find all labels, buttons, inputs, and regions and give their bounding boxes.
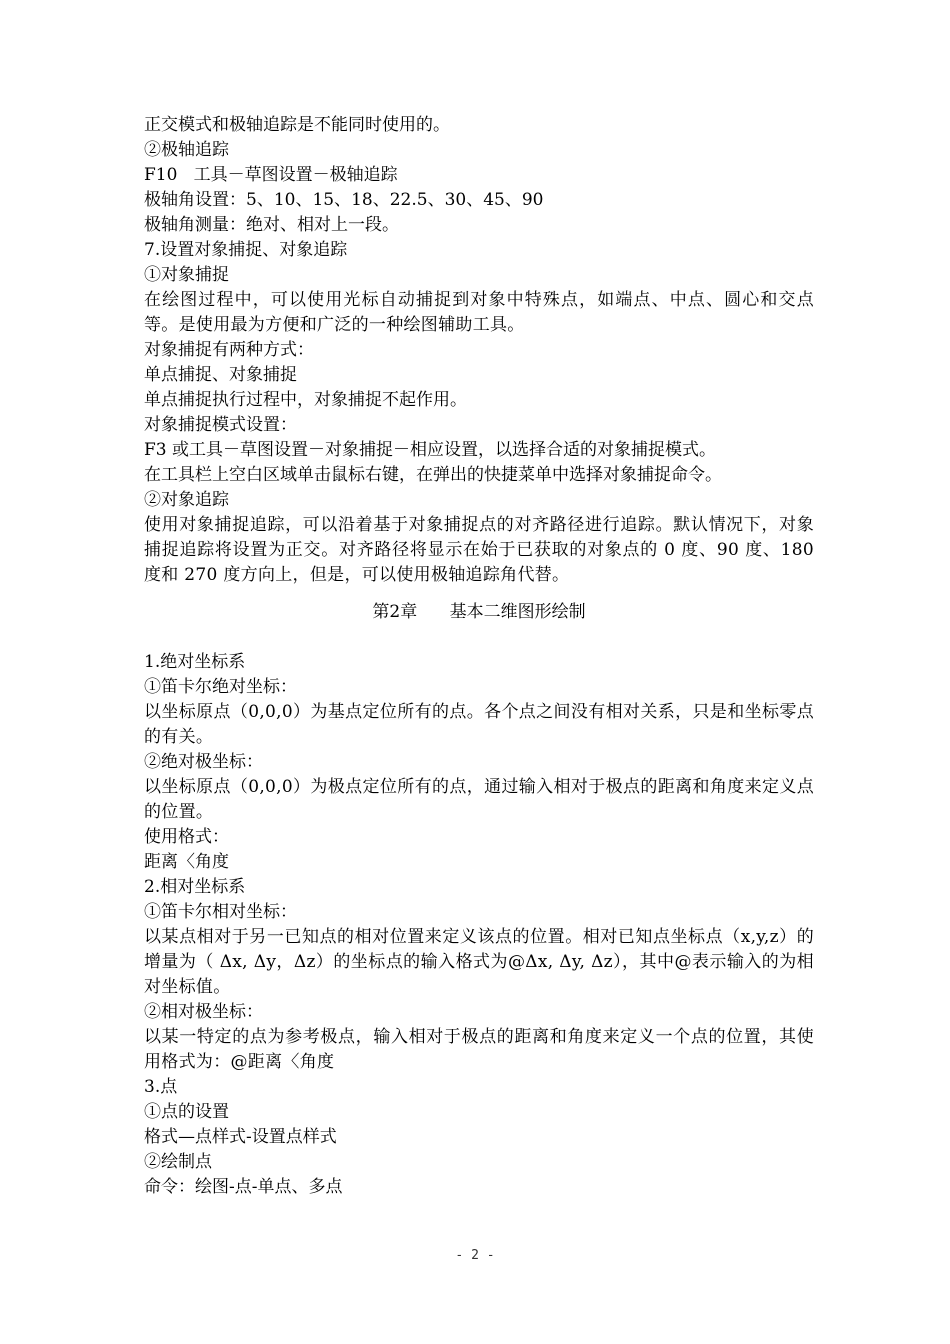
subheading: ①笛卡尔相对坐标：	[144, 902, 297, 922]
subheading: ②极轴追踪	[144, 140, 229, 160]
text-line: 对象捕捉模式设置：	[144, 415, 297, 435]
chapter-title: 第2章 基本二维图形绘制	[372, 602, 586, 622]
text-line: 命令：绘图-点-单点、多点	[144, 1177, 343, 1197]
subheading: ②对象追踪	[144, 490, 229, 510]
section-heading: 1.绝对坐标系	[144, 652, 246, 672]
text-line: 在工具栏上空白区域单击鼠标右键，在弹出的快捷菜单中选择对象捕捉命令。	[144, 465, 722, 485]
text-line: 单点捕捉、对象捕捉	[144, 365, 297, 385]
subheading: ①笛卡尔绝对坐标：	[144, 677, 297, 697]
subheading: ②绘制点	[144, 1152, 212, 1172]
text-line: 正交模式和极轴追踪是不能同时使用的。	[144, 115, 450, 135]
subheading: ①对象捕捉	[144, 265, 229, 285]
paragraph: 使用对象捕捉追踪，可以沿着基于对象捕捉点的对齐路径进行追踪。默认情况下，对象捕捉追踪将设置为正交。对齐路径将显示在始于已获取的对象点的 0 度、90 度、180 度和 270 度方向上，但是，可以使用极轴追踪角代替。	[144, 515, 814, 585]
text-line: 单点捕捉执行过程中，对象捕捉不起作用。	[144, 390, 467, 410]
paragraph: 以某点相对于另一已知点的相对位置来定义该点的位置。相对已知点坐标点（x,y,z）的增量为（ Δx, Δy，Δz）的坐标点的输入格式为@Δx, Δy, Δz），其中@表示输入的为相对坐标值。	[144, 927, 814, 997]
text-line: 对象捕捉有两种方式：	[144, 340, 314, 360]
text-line: 极轴角测量：绝对、相对上一段。	[144, 215, 399, 235]
paragraph: 以坐标原点（0,0,0）为基点定位所有的点。各个点之间没有相对关系，只是和坐标零点的有关。	[144, 702, 814, 747]
page-number: - 2 -	[455, 1248, 495, 1263]
subheading: ②相对极坐标：	[144, 1002, 263, 1022]
section-heading: 7.设置对象捕捉、对象追踪	[144, 240, 348, 260]
section-heading: 3.点	[144, 1077, 178, 1097]
text-line: F10 工具－草图设置－极轴追踪	[144, 165, 398, 185]
subheading: ①点的设置	[144, 1102, 229, 1122]
paragraph: 以某一特定的点为参考极点，输入相对于极点的距离和角度来定义一个点的位置，其使用格式为：@距离〈角度	[144, 1027, 814, 1072]
paragraph: 以坐标原点（0,0,0）为极点定位所有的点，通过输入相对于极点的距离和角度来定义点的位置。	[144, 777, 814, 822]
paragraph: 在绘图过程中，可以使用光标自动捕捉到对象中特殊点，如端点、中点、圆心和交点等。是使用最为方便和广泛的一种绘图辅助工具。	[144, 290, 814, 335]
section-heading: 2.相对坐标系	[144, 877, 246, 897]
text-line: 距离〈角度	[144, 852, 229, 872]
text-line: 格式—点样式-设置点样式	[144, 1127, 337, 1147]
subheading: ②绝对极坐标：	[144, 752, 263, 772]
page-body	[144, 113, 814, 1200]
text-line: 使用格式：	[144, 827, 229, 847]
text-line: 极轴角设置：5、10、15、18、22.5、30、45、90	[144, 190, 544, 210]
text-line: F3 或工具－草图设置－对象捕捉－相应设置，以选择合适的对象捕捉模式。	[144, 440, 717, 460]
